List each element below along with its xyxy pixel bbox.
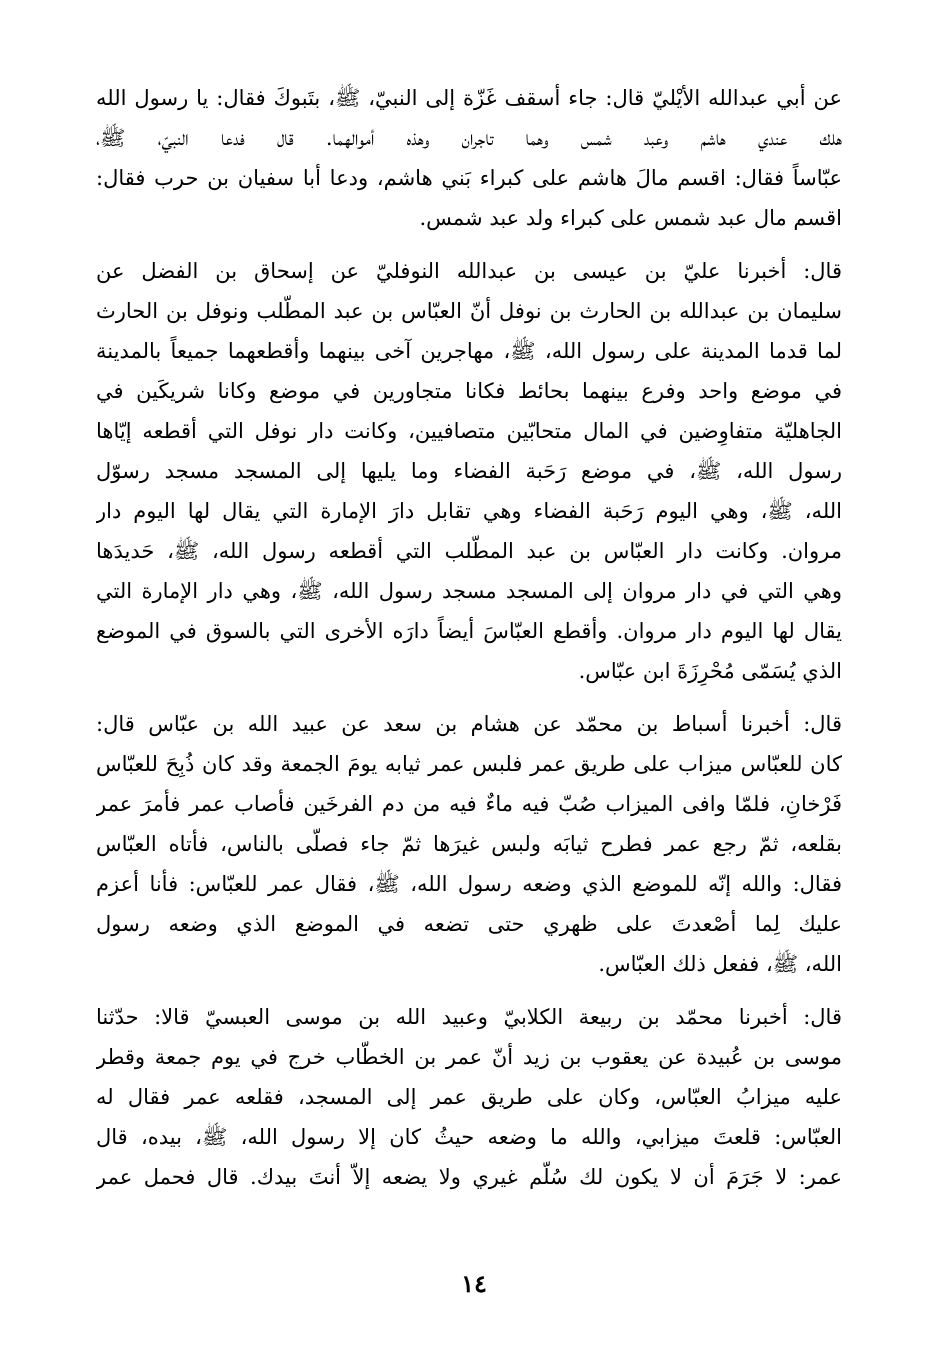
text-line: قال: أخبرنا عليّ بن عيسى بن عبدالله النوفليّ عن إسحاق بن الفضل عن [96,259,842,283]
text-line: سليمان بن عبدالله بن الحارث بن نوفل أنّ العبّاس بن عبد المطّلب ونوفل بن الحارث [96,299,842,323]
text-line: عليك لِما أصْعدتَ على ظهري حتى تضعه في الموضع الذي وضعه رسول [96,912,842,936]
text-line: مروان. وكانت دار العبّاس بن عبد المطّلب التي أقطعه رسول الله، ﷺ، حَديدَها [96,539,842,563]
page-body [96,78,842,1197]
text-line: اقسم مال عبد شمس على كبراء ولد عبد شمس. [419,206,842,230]
text-line: عن أبي عبدالله الأيْليّ قال: جاء أسقف غَزّة إلى النبيّ، ﷺ، بتَبوكَ فقال: يا رسول الله [96,86,842,110]
paragraph-4 [96,997,842,1197]
text-line: موسى بن عُبيدة عن يعقوب بن زيد أنّ عمر بن الخطّاب خرج في يوم جمعة وقطر [96,1045,842,1069]
text-line: قال: أخبرنا أسباط بن محمّد عن هشام بن سعد عن عبيد الله بن عبّاس قال: [96,712,842,736]
text-line: الجاهليّة متفاوِضين في المال متحابّين متصافيين، وكانت دار نوفل التي أقطعه إيّاها [96,419,842,443]
text-line: هلك عندي هاشم وعبد شمس وهما تاجران وهذه أموالهما. قال فدعا النبيّ، ﷺ، [96,126,842,150]
text-line: فقال: والله إنّه للموضع الذي وضعه رسول الله، ﷺ، فقال عمر للعبّاس: فأنا أعزم [96,872,842,896]
text-line: عمر: لا جَرَمَ أن لا يكون لك سُلّم غيري ولا يضعه إلاّ أنتَ بيدك. قال فحمل عمر [96,1165,842,1189]
page-number: ١٤ [461,1269,487,1298]
text-line: وهي التي في دار مروان إلى المسجد مسجد رسول الله، ﷺ، وهي دار الإمارة التي [96,579,842,603]
text-line: فَرْخانِ، فلمّا وافى الميزاب صُبّ فيه ماءٌ فيه من دم الفرخَين فأصاب عمر فأمرَ عمر [96,792,842,816]
text-line: الله، ﷺ، وهي اليوم رَحَبة الفضاء وهي تقابل دارَ الإمارة التي يقال لها اليوم دار [96,499,842,523]
text-line: عليه ميزابُ العبّاس، وكان على طريق عمر إلى المسجد، فقلعه عمر فقال له [96,1085,842,1109]
text-line: كان للعبّاس ميزاب على طريق عمر فلبس عمر ثيابه يومَ الجمعة وقد كان ذُبِحَ للعبّاس [96,752,842,776]
text-line: في موضع واحد وفرع بينهما بحائط فكانا متجاورين في موضع وكانا شريكَين في [96,379,842,403]
text-line: يقال لها اليوم دار مروان. وأقطع العبّاسَ أيضاً دارَه الأخرى التي بالسوق في الموضع [96,619,842,643]
paragraph-1 [96,78,842,238]
text-line: الذي يُسَمّى مُحْرِزَةَ ابن عبّاس. [578,659,842,683]
text-line: الله، ﷺ، ففعل ذلك العبّاس. [598,952,842,976]
text-line: العبّاس: قلعتَ ميزابي، والله ما وضعه حيثُ كان إلا رسول الله، ﷺ، بيده، قال [96,1125,842,1149]
text-line: قال: أخبرنا محمّد بن ربيعة الكلابيّ وعبيد الله بن موسى العبسيّ قالا: حدّثنا [96,1005,842,1029]
text-line: بقلعه، ثمّ رجع عمر فطرح ثيابَه ولبس غيرَها ثمّ جاء فصلّى بالناس، فأتاه العبّاس [96,832,842,856]
text-line: عبّاساً فقال: اقسم مالَ هاشم على كبراء بَني هاشم، ودعا أبا سفيان بن حرب فقال: [96,166,842,190]
text-line: لما قدما المدينة على رسول الله، ﷺ، مهاجرين آخى بينهما وأقطعهما جميعاً بالمدينة [96,339,842,363]
paragraph-2 [96,251,842,691]
paragraph-3 [96,704,842,984]
text-line: رسول الله، ﷺ، في موضع رَحَبة الفضاء وما يليها إلى المسجد مسجد رسوّل [96,459,842,483]
